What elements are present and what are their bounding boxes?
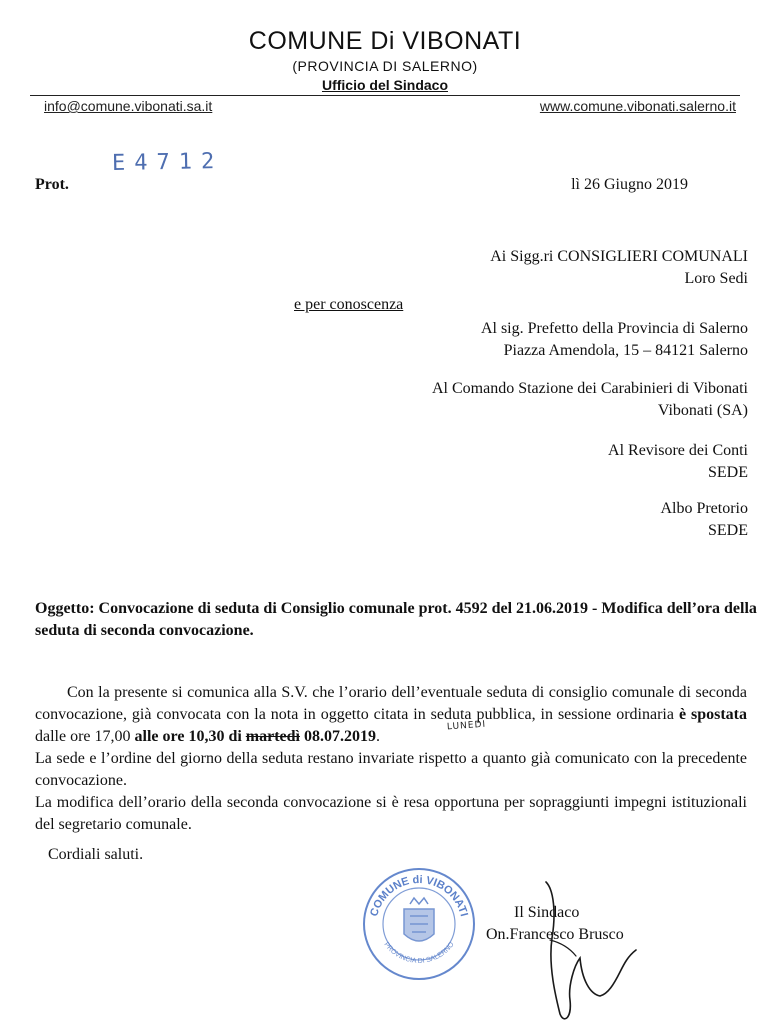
recipient-line: Al Revisore dei Conti <box>608 442 748 459</box>
body-text: . <box>375 728 380 745</box>
office-name: Ufficio del Sindaco <box>321 77 448 93</box>
recipient-line: Piazza Amendola, 15 – 84121 Salerno <box>503 342 748 359</box>
handwritten-signature-icon <box>510 880 650 1028</box>
letter-date: lì 26 Giugno 2019 <box>571 176 688 193</box>
signatory-title: Il Sindaco <box>514 904 580 921</box>
province-subtitle: (PROVINCIA DI SALERNO) <box>292 58 478 74</box>
header-divider <box>30 95 740 96</box>
cc-label: e per conoscenza <box>294 296 404 313</box>
municipal-seal-icon <box>360 864 478 982</box>
recipient-revisore <box>608 440 748 484</box>
svg-text:PROVINCIA DI SALERNO <box>382 941 456 965</box>
body-paragraph-1 <box>35 682 747 748</box>
recipient-line: Ai Sigg.ri CONSIGLIERI COMUNALI <box>490 248 748 265</box>
signatory-name: On.Francesco Brusco <box>486 926 624 943</box>
recipient-prefetto <box>481 318 748 362</box>
struck-weekday: martedì <box>245 728 300 745</box>
recipient-line: Albo Pretorio <box>660 500 748 517</box>
body-bold: è spostata <box>678 706 748 723</box>
seal-bottom-text: PROVINCIA DI SALERNO <box>382 941 456 965</box>
body-paragraph-2: La sede e l’ordine del giorno della seduta restano invariate rispetto a quanto già comunicato con la precedente convocazione. <box>35 750 747 789</box>
body-paragraph-3: La modifica dell’orario della seconda convocazione si è resa opportuna per sopraggiunti impegni istituzionali del segretario comunale. <box>35 794 747 833</box>
recipient-line: Vibonati (SA) <box>657 402 748 419</box>
body-text: Con la presente si comunica alla S.V. che l’orario dell’eventuale seduta di consiglio comunale di seconda convocazione, già convocata con la nota in oggetto citata in seduta pubblica, in sessione ordinaria <box>35 684 747 723</box>
body-text: dalle ore 17,00 <box>35 728 135 745</box>
letter-body <box>35 682 747 836</box>
body-bold: 08.07.2019 <box>299 728 376 745</box>
recipient-line: Al sig. Prefetto della Provincia di Salerno <box>480 320 748 337</box>
municipality-title: COMUNE Di VIBONATI <box>248 27 522 55</box>
recipient-councillors <box>490 246 748 290</box>
recipient-albo <box>660 498 748 542</box>
closing-salutation: Cordiali saluti. <box>48 846 144 863</box>
recipient-carabinieri <box>432 378 748 422</box>
recipient-line: SEDE <box>708 464 748 481</box>
recipient-line: Al Comando Stazione dei Carabinieri di Vibonati <box>431 380 748 397</box>
protocol-stamp-number: E4712 <box>111 149 224 176</box>
body-bold: alle ore 10,30 di <box>134 728 246 745</box>
protocol-label: Prot. <box>35 176 69 193</box>
email-link[interactable]: info@comune.vibonati.sa.it <box>44 98 213 114</box>
recipient-line: Loro Sedi <box>684 270 748 287</box>
letter-subject: Oggetto: Convocazione di seduta di Consiglio comunale prot. 4592 del 21.06.2019 - Modifica dell’ora della seduta di seconda convocazione. <box>35 600 757 639</box>
seal-top-text: COMUNE di VIBONATI <box>368 873 470 918</box>
recipient-line: SEDE <box>708 522 748 539</box>
website-link[interactable]: www.comune.vibonati.salerno.it <box>539 98 736 114</box>
handwritten-correction: LUNEDI <box>446 719 487 733</box>
